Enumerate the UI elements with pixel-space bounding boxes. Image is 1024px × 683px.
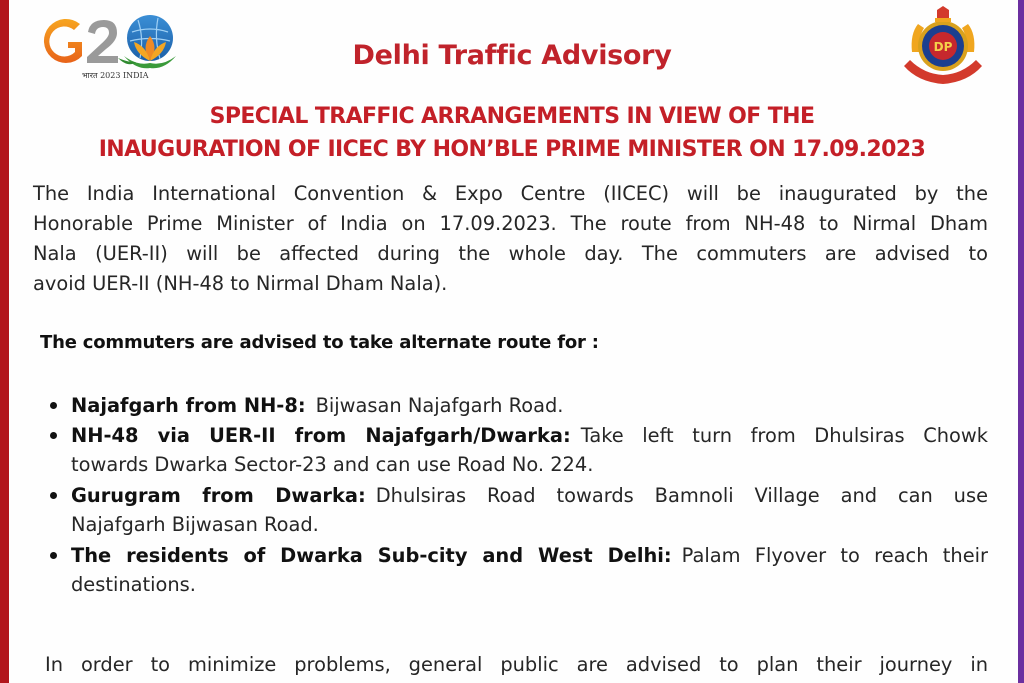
bullet-icon: [50, 552, 57, 559]
intro-line-1: The India International Convention & Expo Centre (IICEC) will be inaugurated by the: [33, 182, 988, 205]
bullet-icon: [50, 432, 57, 439]
route-label: NH-48 via UER-II from Najafgarh/Dwarka:: [71, 424, 571, 447]
g20-tagline: भारत 2023 INDIA: [82, 71, 149, 80]
right-border: [1018, 0, 1024, 683]
route-item-2-continuation: towards Dwarka Sector-23 and can use Road No. 224.: [71, 453, 594, 476]
closing-line-1: In order to minimize problems, general public are advised to plan their journey in: [45, 653, 988, 676]
route-item-3-continuation: Najafgarh Bijwasan Road.: [71, 513, 319, 536]
route-item-4-continuation: destinations.: [71, 573, 196, 596]
left-border: [0, 0, 9, 683]
bullet-icon: [50, 492, 57, 499]
headline-line-1: SPECIAL TRAFFIC ARRANGEMENTS IN VIEW OF THE: [209, 104, 815, 129]
route-label: Gurugram from Dwarka:: [71, 484, 366, 507]
alternate-routes-heading: The commuters are advised to take alternate route for :: [40, 332, 599, 353]
route-text: Bijwasan Najafgarh Road.: [315, 394, 564, 417]
route-item-3: [71, 482, 988, 510]
route-item-1: [71, 392, 988, 420]
headline-line-2: INAUGURATION OF IICEC BY HON’BLE PRIME MINISTER ON 17.09.2023: [98, 137, 926, 162]
route-label: Najafgarh from NH-8:: [71, 394, 306, 417]
route-text: Dhulsiras Road towards Bamnoli Village and can use: [375, 484, 989, 507]
route-item-2: [71, 422, 988, 450]
route-text: Take left turn from Dhulsiras Chowk: [580, 424, 988, 447]
intro-line-2: Honorable Prime Minister of India on 17.09.2023. The route from NH-48 to Nirmal Dham: [33, 212, 988, 235]
svg-text:DP: DP: [933, 40, 953, 54]
route-text: Palam Flyover to reach their: [681, 544, 988, 567]
bullet-icon: [50, 402, 57, 409]
intro-line-4: avoid UER-II (NH-48 to Nirmal Dham Nala).: [33, 272, 448, 295]
intro-line-3: Nala (UER-II) will be affected during the whole day. The commuters are advised to: [33, 242, 988, 265]
route-item-4: [71, 542, 988, 570]
advisory-title: Delhi Traffic Advisory: [352, 40, 672, 71]
route-label: The residents of Dwarka Sub-city and West Delhi:: [71, 544, 672, 567]
